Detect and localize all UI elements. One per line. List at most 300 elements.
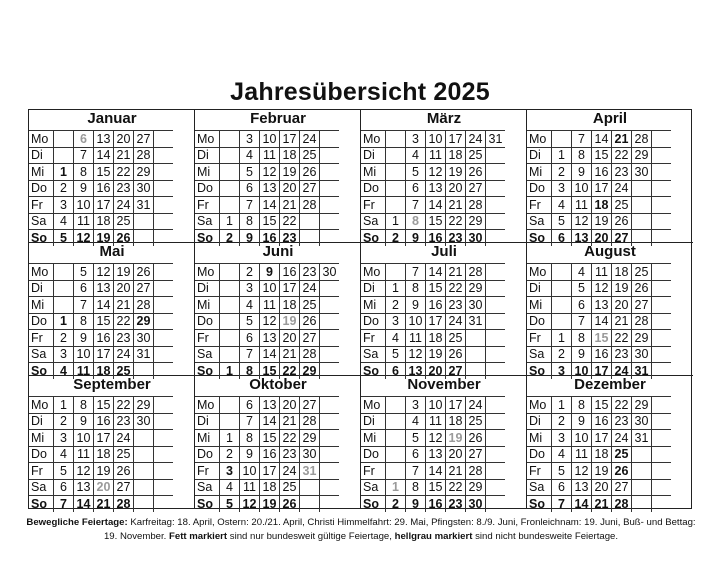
day-cell: 2 [386,496,406,512]
day-cell: 27 [612,230,632,246]
day-cell: 23 [280,446,300,463]
day-cell: 5 [240,313,260,330]
weekday-label: Sa [29,346,54,363]
day-cell: 21 [446,197,466,214]
week-row [527,397,671,414]
day-cell [386,164,406,181]
day-cell [320,280,340,297]
day-cell: 4 [406,147,426,164]
day-cell: 6 [386,363,406,379]
day-cell: 17 [280,131,300,148]
day-cell: 19 [592,213,612,230]
day-cell [154,330,174,347]
day-cell [632,446,652,463]
weekday-label: Fr [527,197,552,214]
week-row [195,147,339,164]
week-row [195,397,339,414]
week-row [527,197,671,214]
weekday-label: Mo [195,264,220,281]
day-cell [486,180,506,197]
day-cell: 5 [406,164,426,181]
day-cell: 3 [54,197,74,214]
weekday-label: Mo [361,131,386,148]
day-cell: 23 [114,330,134,347]
week-row [361,213,505,230]
day-cell: 21 [114,297,134,314]
month-name: April [592,110,628,127]
day-cell: 28 [632,131,652,148]
day-cell: 12 [572,463,592,480]
day-cell [320,197,340,214]
day-cell [320,446,340,463]
day-cell: 6 [240,397,260,414]
day-cell: 8 [74,164,94,181]
day-cell: 24 [114,197,134,214]
week-row [527,213,671,230]
week-row [195,413,339,430]
day-cell [652,297,672,314]
month-table [29,130,173,246]
day-cell: 15 [94,313,114,330]
footer-label: Bewegliche Feiertage: [26,517,128,528]
day-cell: 16 [426,496,446,512]
footer-text-2: sind nur bundesweit gültige Feiertage, [227,531,395,542]
day-cell: 2 [54,330,74,347]
day-cell [54,297,74,314]
day-cell: 17 [446,397,466,414]
month-name: Januar [87,110,137,127]
weekday-label: Fr [195,463,220,480]
day-cell: 22 [446,213,466,230]
month-name: Oktober [249,376,307,393]
day-cell [652,479,672,496]
day-cell: 8 [572,397,592,414]
month-11 [361,376,527,509]
weekday-label: So [29,363,54,379]
day-cell: 12 [426,164,446,181]
day-cell: 21 [280,346,300,363]
day-cell: 5 [54,463,74,480]
weekday-label: Fr [29,197,54,214]
weekday-label: So [361,230,386,246]
day-cell: 27 [300,180,320,197]
day-cell [486,430,506,447]
day-cell: 26 [114,463,134,480]
weekday-label: So [195,230,220,246]
day-cell: 14 [426,463,446,480]
month-name: Dezember [574,376,646,393]
day-cell: 4 [572,264,592,281]
day-cell: 16 [592,413,612,430]
week-row [527,346,671,363]
week-row [29,430,173,447]
week-row [29,197,173,214]
day-cell: 19 [426,346,446,363]
calendar-grid [28,109,692,509]
weekday-label: So [29,496,54,512]
day-cell: 12 [572,213,592,230]
day-cell [134,479,154,496]
day-cell: 11 [240,479,260,496]
day-cell [54,280,74,297]
week-row [195,330,339,347]
day-cell: 6 [74,131,94,148]
day-cell: 29 [632,147,652,164]
day-cell: 11 [426,413,446,430]
week-row [361,496,505,512]
day-cell: 14 [74,496,94,512]
day-cell: 15 [94,397,114,414]
day-cell: 29 [134,397,154,414]
week-row [29,213,173,230]
day-cell [154,180,174,197]
day-cell: 5 [406,430,426,447]
day-cell [466,346,486,363]
day-cell [386,463,406,480]
day-cell: 8 [240,430,260,447]
day-cell [652,397,672,414]
month-name: Februar [250,110,306,127]
weekday-label: Do [527,313,552,330]
day-cell: 7 [240,413,260,430]
weekday-label: Sa [527,479,552,496]
day-cell: 16 [426,230,446,246]
month-name: August [584,243,636,260]
day-cell: 28 [114,496,134,512]
day-cell: 31 [466,313,486,330]
day-cell: 13 [572,479,592,496]
day-cell: 3 [240,280,260,297]
day-cell: 19 [280,164,300,181]
day-cell: 11 [592,264,612,281]
month-5 [29,243,195,376]
weekday-label: Sa [361,346,386,363]
day-cell: 20 [446,446,466,463]
day-cell [320,313,340,330]
day-cell: 5 [572,280,592,297]
day-cell: 10 [406,313,426,330]
weekday-label: Sa [195,213,220,230]
weekday-label: Sa [29,213,54,230]
day-cell: 28 [466,197,486,214]
day-cell: 6 [240,330,260,347]
day-cell: 2 [54,413,74,430]
day-cell: 23 [280,230,300,246]
week-row [361,479,505,496]
weekday-label: Sa [195,479,220,496]
month-6 [195,243,361,376]
day-cell: 3 [54,346,74,363]
week-row [527,496,671,512]
day-cell [652,463,672,480]
day-cell: 19 [280,313,300,330]
day-cell: 29 [134,164,154,181]
day-cell: 1 [220,363,240,379]
day-cell: 10 [260,131,280,148]
weekday-label: Fr [361,330,386,347]
day-cell: 7 [406,264,426,281]
day-cell: 18 [426,330,446,347]
month-table [361,130,505,246]
footer-text-3: sind nicht bundesweite Feiertage. [472,531,619,542]
day-cell [486,413,506,430]
day-cell [652,197,672,214]
day-cell [386,413,406,430]
day-cell [652,213,672,230]
day-cell [652,496,672,512]
day-cell [154,197,174,214]
weekday-label: Mi [527,430,552,447]
day-cell: 29 [300,430,320,447]
day-cell [320,131,340,148]
day-cell: 20 [114,280,134,297]
day-cell: 22 [280,363,300,379]
day-cell: 31 [134,346,154,363]
day-cell: 21 [592,496,612,512]
day-cell: 18 [446,413,466,430]
day-cell: 7 [74,147,94,164]
day-cell: 13 [426,446,446,463]
day-cell: 24 [300,131,320,148]
day-cell: 30 [466,230,486,246]
day-cell [632,197,652,214]
week-row [361,147,505,164]
day-cell: 16 [260,446,280,463]
day-cell: 9 [406,230,426,246]
month-table [195,396,339,512]
weekday-label: So [361,496,386,512]
day-cell: 24 [466,397,486,414]
day-cell: 17 [592,363,612,379]
day-cell: 26 [134,264,154,281]
day-cell: 2 [552,413,572,430]
week-row [527,180,671,197]
day-cell: 10 [240,463,260,480]
week-row [361,430,505,447]
day-cell [632,463,652,480]
month-10 [195,376,361,509]
day-cell: 25 [612,446,632,463]
day-cell: 24 [114,346,134,363]
week-row [29,397,173,414]
day-cell: 2 [552,164,572,181]
weekday-label: Fr [361,463,386,480]
weekday-label: Mo [527,264,552,281]
day-cell: 28 [300,346,320,363]
day-cell: 23 [114,413,134,430]
week-row [361,297,505,314]
weekday-label: Fr [29,463,54,480]
day-cell: 14 [592,313,612,330]
day-cell [652,280,672,297]
day-cell: 9 [260,264,280,281]
month-12 [527,376,693,509]
day-cell [552,131,572,148]
day-cell [486,397,506,414]
day-cell: 23 [612,413,632,430]
day-cell: 24 [612,430,632,447]
day-cell: 11 [74,446,94,463]
weekday-label: Di [527,413,552,430]
day-cell: 25 [612,197,632,214]
day-cell: 1 [54,397,74,414]
week-row [527,297,671,314]
day-cell: 15 [260,430,280,447]
month-table [527,396,671,512]
day-cell [220,280,240,297]
day-cell: 13 [94,280,114,297]
weekday-label: Do [361,446,386,463]
day-cell: 17 [94,346,114,363]
day-cell: 4 [54,213,74,230]
day-cell: 27 [446,363,466,379]
day-cell: 25 [446,330,466,347]
day-cell [552,313,572,330]
day-cell: 4 [552,446,572,463]
week-row [361,446,505,463]
day-cell: 10 [74,346,94,363]
day-cell: 5 [240,164,260,181]
day-cell: 18 [94,363,114,379]
day-cell: 29 [134,313,154,330]
week-row [29,264,173,281]
day-cell: 9 [572,413,592,430]
day-cell [486,164,506,181]
day-cell: 11 [572,197,592,214]
day-cell [552,297,572,314]
day-cell: 6 [240,180,260,197]
day-cell: 3 [552,180,572,197]
day-cell: 7 [406,197,426,214]
day-cell: 20 [280,330,300,347]
day-cell: 24 [300,280,320,297]
weekday-label: Do [195,180,220,197]
day-cell: 27 [300,397,320,414]
day-cell [386,197,406,214]
day-cell [154,313,174,330]
week-row [195,264,339,281]
weekday-label: Do [527,446,552,463]
day-cell: 30 [134,330,154,347]
week-row [29,313,173,330]
day-cell: 22 [612,147,632,164]
day-cell [154,397,174,414]
day-cell: 7 [240,346,260,363]
day-cell: 6 [552,479,572,496]
day-cell: 21 [280,413,300,430]
day-cell: 18 [280,147,300,164]
day-cell: 23 [446,297,466,314]
day-cell [220,131,240,148]
day-cell: 14 [426,264,446,281]
weekday-label: Mi [195,297,220,314]
day-cell [386,131,406,148]
day-cell: 18 [280,297,300,314]
day-cell: 13 [572,230,592,246]
day-cell: 14 [260,346,280,363]
day-cell [220,147,240,164]
day-cell [154,496,174,512]
weekday-label: Mo [195,131,220,148]
day-cell: 26 [300,313,320,330]
day-cell [220,297,240,314]
day-cell [220,264,240,281]
day-cell: 16 [280,264,300,281]
day-cell: 5 [54,230,74,246]
day-cell: 28 [466,264,486,281]
day-cell: 12 [74,463,94,480]
day-cell: 13 [260,330,280,347]
day-cell: 9 [74,413,94,430]
weekday-label: So [527,496,552,512]
day-cell: 2 [552,346,572,363]
week-row [195,463,339,480]
weekday-label: Di [361,147,386,164]
day-cell: 19 [446,430,466,447]
day-cell: 26 [114,230,134,246]
day-cell: 14 [94,147,114,164]
day-cell: 9 [74,180,94,197]
day-cell: 16 [94,180,114,197]
week-row [195,164,339,181]
week-row [29,496,173,512]
day-cell: 11 [572,446,592,463]
day-cell: 19 [114,264,134,281]
day-cell: 1 [386,479,406,496]
day-cell: 6 [406,180,426,197]
day-cell: 6 [74,280,94,297]
day-cell: 3 [240,131,260,148]
day-cell [652,313,672,330]
day-cell: 9 [240,230,260,246]
day-cell: 26 [632,280,652,297]
week-row [361,180,505,197]
day-cell [220,346,240,363]
day-cell [486,264,506,281]
day-cell: 30 [320,264,340,281]
week-row [195,180,339,197]
day-cell: 27 [134,131,154,148]
day-cell: 17 [260,463,280,480]
day-cell: 1 [220,213,240,230]
day-cell: 4 [386,330,406,347]
day-cell: 7 [54,496,74,512]
day-cell: 28 [466,463,486,480]
day-cell: 22 [446,280,466,297]
weekday-label: Fr [29,330,54,347]
weekday-label: Fr [195,197,220,214]
day-cell [154,131,174,148]
day-cell: 11 [260,147,280,164]
day-cell: 25 [466,413,486,430]
day-cell: 12 [592,280,612,297]
day-cell: 18 [260,479,280,496]
day-cell: 3 [552,430,572,447]
week-row [361,463,505,480]
day-cell: 6 [406,446,426,463]
day-cell: 18 [446,147,466,164]
day-cell: 29 [466,213,486,230]
day-cell: 30 [632,346,652,363]
week-row [527,131,671,148]
day-cell: 15 [592,397,612,414]
day-cell [134,430,154,447]
day-cell: 24 [280,463,300,480]
week-row [361,131,505,148]
day-cell: 10 [74,430,94,447]
day-cell: 26 [466,164,486,181]
weekday-label: So [29,230,54,246]
